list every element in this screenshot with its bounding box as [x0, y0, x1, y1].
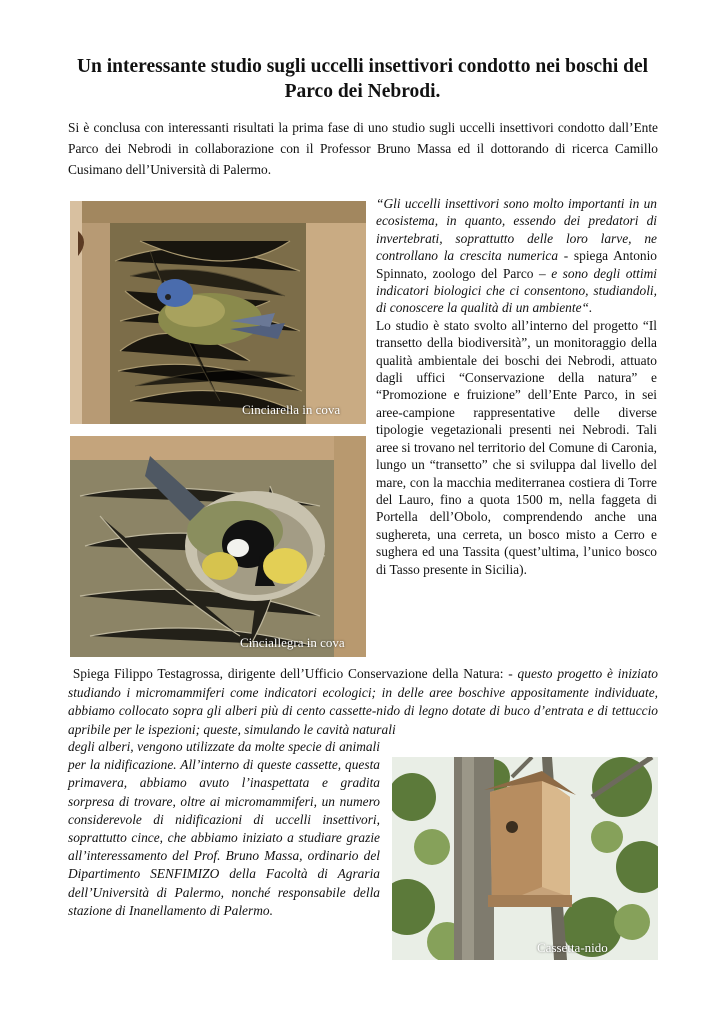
right-column — [376, 195, 657, 578]
photo-cassetta-nido — [392, 757, 658, 960]
testagrossa-intro-paragraph — [68, 665, 658, 739]
photo3-caption: Cassetta-nido — [537, 940, 608, 955]
article-title: Un interessante studio sugli uccelli insettivori condotto nei boschi del Parco dei Nebrodi. — [76, 56, 649, 102]
testagrossa-quote-rest: degli alberi, vengono utilizzate da molte specie di animali per la nidificazione. All’interno di queste cassette, questa primavera, abbiamo avuto l’inaspettata e gradita sorpresa di trovare, oltre ai micromammiferi, un numero considerevole di nidificazioni di uccelli insettivori, soprattutto cince, che abbiamo iniziato a studiare grazie all’interessamento del Prof. Bruno Massa, ordinario del Dipartimento SENFIMIZO della Facoltà di Agraria dell’Università di Palermo, nonché responsabile della stazione di Inanellamento di Palermo. — [68, 739, 380, 918]
cassetta-nido-image — [392, 757, 658, 960]
quote-part2: e sono degli ottimi indicatori biologici che ci consentono, studiandoli, di conoscere la qualità di un ambiente“. — [376, 265, 657, 316]
photo-cinciarella — [70, 201, 366, 424]
quote-part1: “Gli uccelli insettivori sono molto importanti in un ecosistema, in quanto, essendo dei predatori di invertebrati, soprattutto delle loro larve, ne controllano la crescita numerica — [376, 196, 657, 264]
study-paragraph: Lo studio è stato svolto all’interno del progetto “Il transetto della biodiversità”, un monitoraggio della qualità ambientale dei boschi dei Nebrodi, attuato dagli uffici “Conservazione della natura” e “Promozione e fruizione” dell’Ente Parco, in sei aree-campione rappresentative delle diverse tipologie vegetazionali presenti nei Nebrodi. Tali aree si trovano nel territorio del Comune di Caronia, lungo un “transetto” che si sviluppa dal livello del mare, con la macchia mediterranea costiera di Torre del Lauro, fino a quota 1500 m, nella faggeta di Portella dell’Obolo, comprendendo anche una sughereta, una cerreta, un bosco misto a Cerro e sughera ed una Tassita (quest’ultima, l’unico bosco di Tasso presente in Sicilia). — [376, 317, 657, 577]
cinciarella-image — [70, 201, 366, 424]
testagrossa-intro: Spiega Filippo Testagrossa, dirigente dell’Ufficio Conservazione della Natura: - — [72, 666, 518, 681]
photo2-caption: Cinciallegra in cova — [240, 635, 345, 650]
intro-paragraph: Si è conclusa con interessanti risultati la prima fase di uno studio sugli uccelli insettivori condotto dall’Ente Parco dei Nebrodi in collaborazione con il Professor Bruno Massa ed il dottorando di ricerca Camillo Cusimano dell’Università di Palermo. — [68, 120, 658, 177]
cinciallegra-image — [70, 436, 366, 657]
spinnato-quote — [376, 195, 657, 317]
testagrossa-quote-start: questo progetto è iniziato studiando i micromammiferi come indicatori ecologici; in delle aree boschive appositamente individuate, abbiamo collocato sopra gli alberi più di cento cassette-nido di legno dotate di buco d’entrata e di tettuccio apribile per le ispezioni; queste, simulando le cavità naturali — [68, 666, 658, 737]
photo1-caption: Cinciarella in cova — [242, 402, 341, 417]
photo-cinciallegra — [70, 436, 366, 657]
quote-speaker: - spiega Antonio Spinnato, zoologo del Parco – — [376, 248, 657, 281]
